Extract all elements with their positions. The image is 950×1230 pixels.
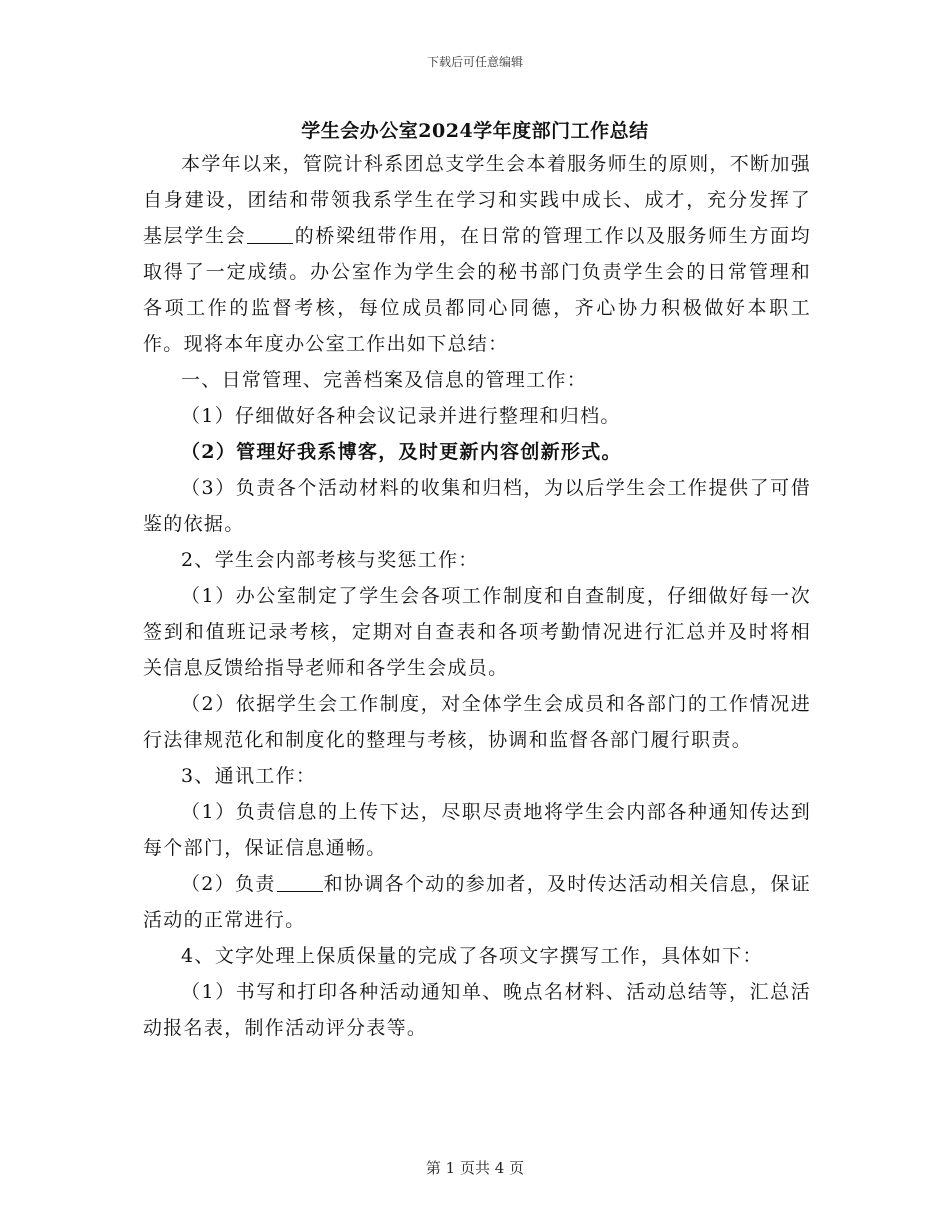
list-item: （2）依据学生会工作制度，对全体学生会成员和各部门的工作情况进行法律规范化和制度化的整理与考核，协调和监督各部门履行职责。 (143, 693, 811, 751)
list-item: （3）负责各个活动材料的收集和归档，为以后学生会工作提供了可借鉴的依据。 (143, 477, 811, 535)
list-item: （1）仔细做好各种会议记录并进行整理和归档。 (181, 405, 621, 427)
list-item: （1）书写和打印各种活动通知单、晚点名材料、活动总结等，汇总活动报名表，制作活动评分表等。 (143, 981, 811, 1039)
fill-in-blank (247, 224, 293, 244)
page-header: 下载后可任意编辑 (426, 55, 523, 69)
document-body (143, 146, 811, 1046)
section-heading-text-processing: 4、文字处理上保质保量的完成了各项文字撰写工作，具体如下： (181, 945, 763, 967)
section-heading-communication: 3、通讯工作： (181, 765, 317, 787)
intro-text-part-2: 的桥梁纽带作用，在日常的管理工作以及服务师生方面均取得了一定成绩。办公室作为学生会的秘书部门负责学生会的日常管理和各项工作的监督考核，每位成员都同心同德，齐心协力积极做好本职工作。现将本年度办公室工作出如下总结： (143, 225, 811, 355)
list-item: （1）办公室制定了学生会各项工作制度和自查制度，仔细做好每一次签到和值班记录考核，定期对自查表和各项考勤情况进行汇总并及时将相关信息反馈给指导老师和各学生会成员。 (143, 585, 811, 679)
document-title: 学生会办公室2024学年度部门工作总结 (301, 120, 649, 142)
section-heading-daily-management: 一、日常管理、完善档案及信息的管理工作： (181, 369, 588, 391)
fill-in-blank (277, 872, 323, 892)
intro-text-part-1: 本学年以来，管院计科系团总支学生会本着服务师生的原则，不断加强自身建设，团结和带领我系学生在学习和实践中成长、成才，充分发挥了基层学生会 (143, 153, 811, 247)
list-item-bold: （2）管理好我系博客，及时更新内容创新形式。 (181, 441, 622, 463)
page-footer: 第 1 页共 4 页 (425, 1159, 525, 1177)
list-item (143, 866, 811, 938)
list-item: （1）负责信息的上传下达，尽职尽责地将学生会内部各种通知传达到每个部门，保证信息通畅。 (143, 801, 811, 859)
list-item-part-1: （2）负责 (181, 873, 276, 895)
list-item-part-2: 和协调各个动的参加者，及时传达活动相关信息，保证活动的正常进行。 (143, 873, 811, 931)
intro-paragraph (143, 146, 811, 362)
section-heading-assessment: 2、学生会内部考核与奖惩工作： (181, 549, 479, 571)
